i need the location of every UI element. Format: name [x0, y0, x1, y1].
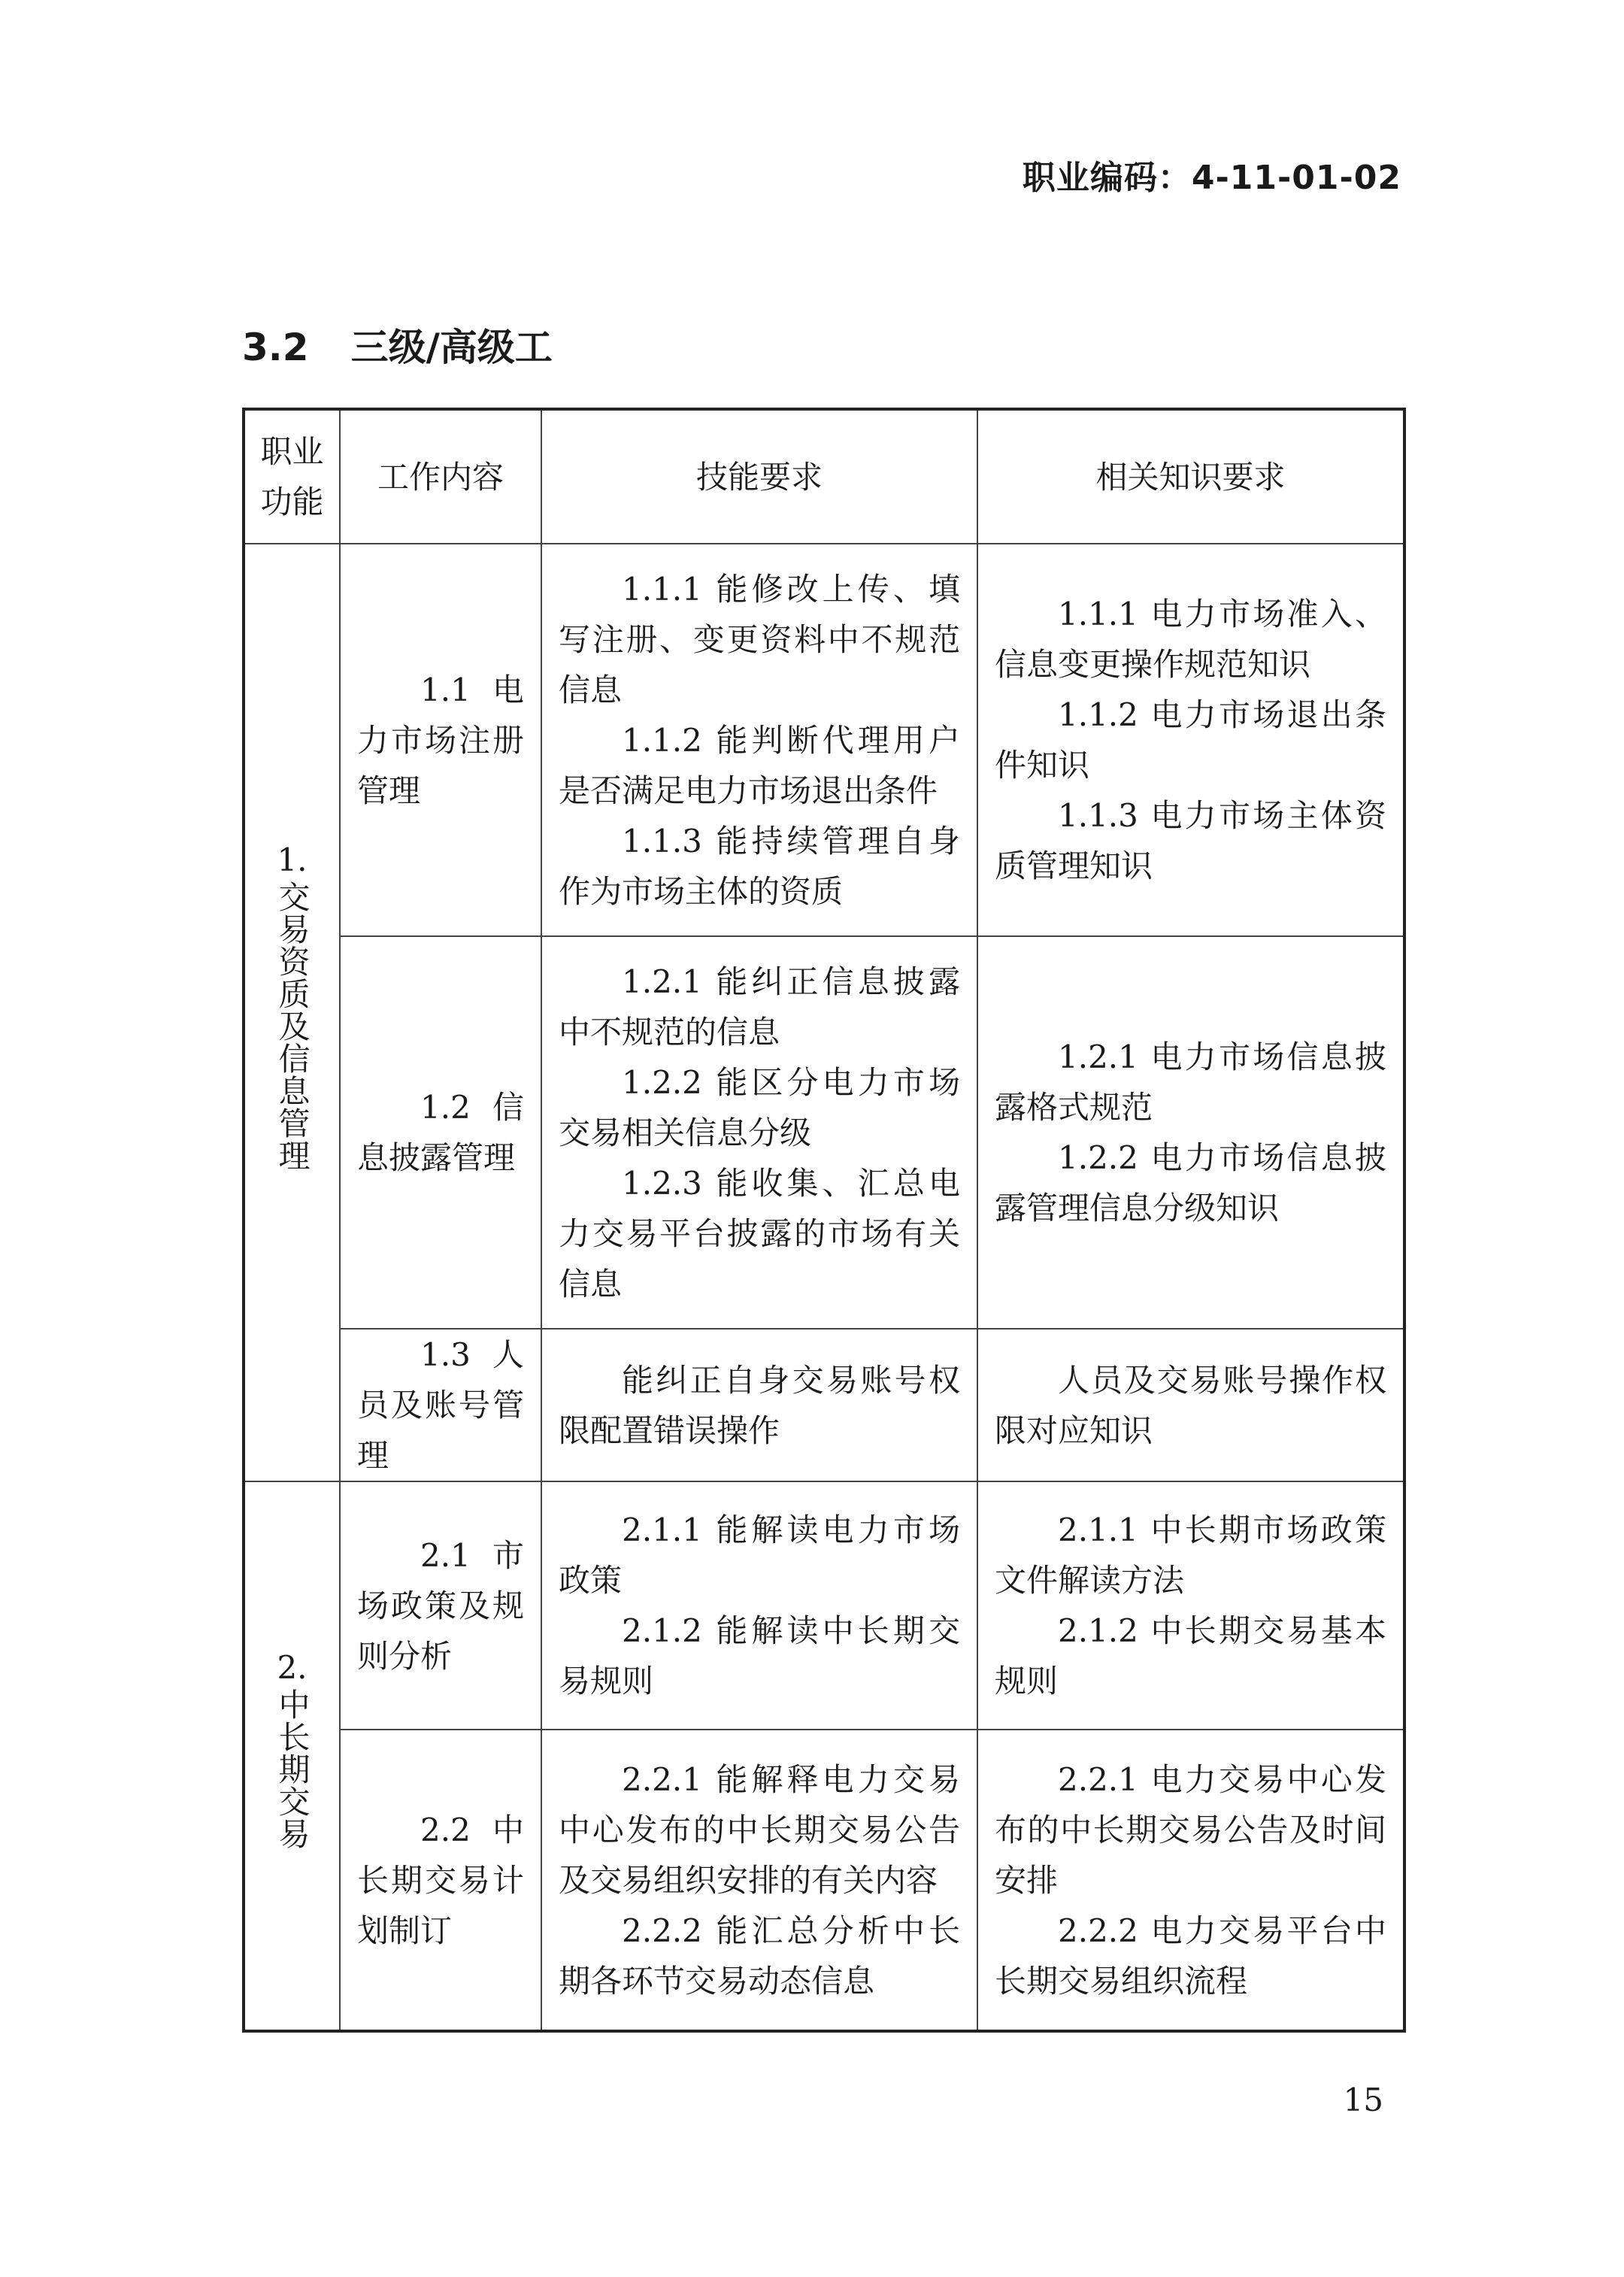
function-label: 交易资质及信息管理 [274, 880, 311, 1172]
knowledge-item: 1.2.2 电力市场信息披露管理信息分级知识 [995, 1139, 1386, 1226]
skills-cell [541, 544, 977, 936]
skill-item: 2.1.1 能解读电力市场政策 [559, 1511, 960, 1599]
knowledge-item: 1.1.1 电力市场准入、信息变更操作规范知识 [995, 596, 1386, 683]
table-header-row [244, 409, 1404, 544]
knowledge-item: 1.1.2 电力市场退出条件知识 [995, 696, 1386, 784]
skill-item: 1.1.2 能判断代理用户是否满足电力市场退出条件 [559, 721, 960, 809]
section-heading [242, 317, 553, 371]
page-number: 15 [1343, 2081, 1383, 2118]
function-cell [244, 1481, 340, 2031]
function-number: 1. [277, 841, 308, 878]
function-cell [244, 544, 340, 1481]
skill-item: 1.1.1 能修改上传、填写注册、变更资料中不规范信息 [559, 570, 960, 708]
skill-item: 1.2.1 能纠正信息披露中不规范的信息 [559, 963, 960, 1051]
knowledge-cell [977, 1730, 1404, 2031]
header-function: 职业功能 [244, 409, 340, 544]
work-cell: 2.1 市场政策及规则分析 [340, 1481, 541, 1730]
table-row [244, 936, 1404, 1329]
table-row [244, 1481, 1404, 1730]
function-label: 中长期交易 [274, 1688, 311, 1850]
skills-cell [541, 1730, 977, 2031]
section-title: 三级/高级工 [350, 326, 553, 369]
table-row [244, 1730, 1404, 2031]
section-number: 3.2 [242, 326, 309, 369]
occupation-code: 职业编码：4-11-01-02 [1022, 159, 1401, 197]
knowledge-item: 人员及交易账号操作权限对应知识 [995, 1361, 1386, 1449]
skill-item: 1.2.3 能收集、汇总电力交易平台披露的市场有关信息 [559, 1164, 960, 1302]
knowledge-item: 2.1.1 中长期市场政策文件解读方法 [995, 1511, 1386, 1599]
knowledge-cell [977, 1329, 1404, 1481]
knowledge-cell [977, 1481, 1404, 1730]
header-knowledge: 相关知识要求 [977, 409, 1404, 544]
knowledge-item: 2.2.2 电力交易平台中长期交易组织流程 [995, 1912, 1386, 2000]
skill-item: 2.1.2 能解读中长期交易规则 [559, 1612, 960, 1699]
work-cell: 1.2 信息披露管理 [340, 936, 541, 1329]
knowledge-item: 1.2.1 电力市场信息披露格式规范 [995, 1038, 1386, 1126]
skill-table [242, 408, 1406, 2033]
skills-cell [541, 936, 977, 1329]
knowledge-cell [977, 544, 1404, 936]
header-work: 工作内容 [340, 409, 541, 544]
skills-cell [541, 1481, 977, 1730]
table-row [244, 1329, 1404, 1481]
header-skills: 技能要求 [541, 409, 977, 544]
skills-cell [541, 1329, 977, 1481]
knowledge-item: 2.1.2 中长期交易基本规则 [995, 1612, 1386, 1699]
skill-item: 能纠正自身交易账号权限配置错误操作 [559, 1361, 960, 1449]
skill-item: 1.1.3 能持续管理自身作为市场主体的资质 [559, 822, 960, 910]
skill-item: 2.2.2 能汇总分析中长期各环节交易动态信息 [559, 1912, 960, 2000]
work-cell: 2.2 中长期交易计划制订 [340, 1730, 541, 2031]
table-row [244, 544, 1404, 936]
work-cell: 1.1 电力市场注册管理 [340, 544, 541, 936]
function-number: 2. [277, 1649, 308, 1686]
skill-item: 1.2.2 能区分电力市场交易相关信息分级 [559, 1063, 960, 1151]
work-cell: 1.3 人员及账号管理 [340, 1329, 541, 1481]
knowledge-item: 2.2.1 电力交易中心发布的中长期交易公告及时间安排 [995, 1760, 1386, 1899]
knowledge-item: 1.1.3 电力市场主体资质管理知识 [995, 797, 1386, 884]
skill-item: 2.2.1 能解释电力交易中心发布的中长期交易公告及交易组织安排的有关内容 [559, 1760, 960, 1899]
knowledge-cell [977, 936, 1404, 1329]
